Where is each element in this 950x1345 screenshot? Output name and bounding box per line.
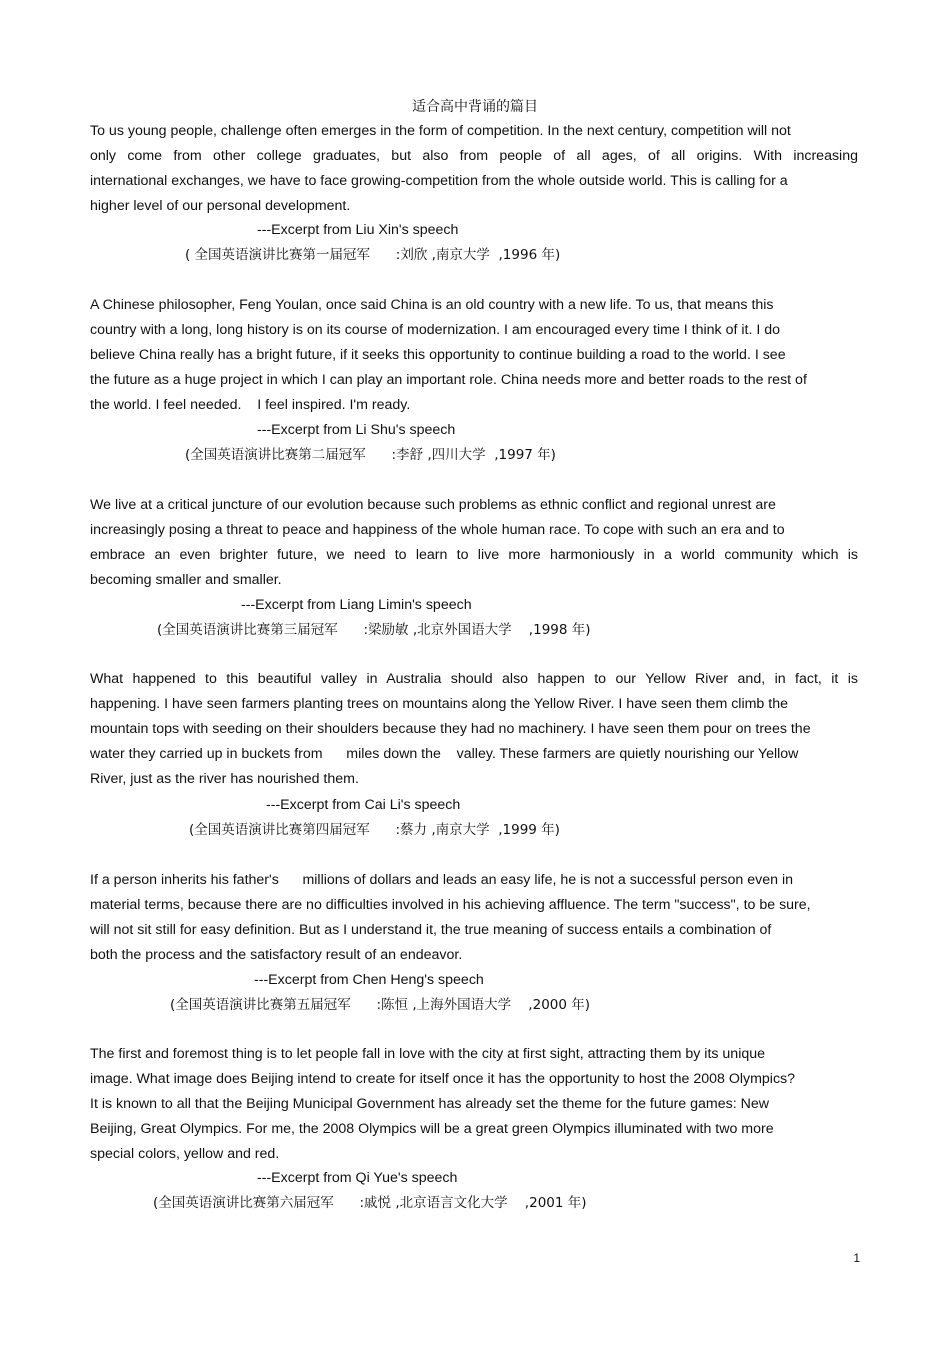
champion-note-6: (全国英语演讲比赛第六届冠军 :戚悦 ,北京语言文化大学 ,2001 年)	[153, 1195, 587, 1211]
excerpt-credit-2: ---Excerpt from Li Shu's speech	[257, 422, 456, 438]
paragraph-line: the future as a huge project in which I can play an important role. China needs more and better roads to the rest of	[90, 372, 807, 388]
paragraph-line: only come from other college graduates, but also from people of all ages, of all origins. With increasing	[90, 148, 858, 164]
speech-paragraph-4	[90, 667, 858, 792]
excerpt-credit-6: ---Excerpt from Qi Yue's speech	[257, 1170, 458, 1186]
page-title: 适合高中背诵的篇目	[412, 99, 538, 115]
paragraph-line: water they carried up in buckets from miles down the valley. These farmers are quietly nourishing our Yellow	[90, 746, 799, 762]
paragraph-line: image. What image does Beijing intend to create for itself once it has the opportunity to host the 2008 Olympics?	[90, 1071, 796, 1087]
paragraph-line: higher level of our personal development.	[90, 198, 351, 214]
page-number: 1	[853, 1251, 860, 1265]
speech-paragraph-1	[90, 119, 858, 219]
paragraph-line: The first and foremost thing is to let people fall in love with the city at first sight, attracting them by its unique	[90, 1046, 766, 1062]
champion-note-1: ( 全国英语演讲比赛第一届冠军 :刘欣 ,南京大学 ,1996 年)	[185, 247, 561, 263]
champion-note-2: (全国英语演讲比赛第二届冠军 :李舒 ,四川大学 ,1997 年)	[185, 447, 556, 463]
paragraph-line: special colors, yellow and red.	[90, 1146, 280, 1162]
paragraph-line: increasingly posing a threat to peace and happiness of the whole human race. To cope with such an era and to	[90, 522, 785, 538]
excerpt-credit-4: ---Excerpt from Cai Li's speech	[266, 797, 461, 813]
paragraph-line: It is known to all that the Beijing Municipal Government has already set the theme for the future games: New	[90, 1096, 769, 1112]
paragraph-line: the world. I feel needed. I feel inspired. I'm ready.	[90, 397, 411, 413]
paragraph-line: material terms, because there are no difficulties involved in his achieving affluence. The term "success", to be sure,	[90, 897, 811, 913]
speech-paragraph-6	[90, 1042, 858, 1167]
paragraph-line: To us young people, challenge often emerges in the form of competition. In the next century, competition will not	[90, 123, 791, 139]
paragraph-line: happening. I have seen farmers planting trees on mountains along the Yellow River. I have seen them climb the	[90, 696, 788, 712]
paragraph-line: becoming smaller and smaller.	[90, 572, 282, 588]
paragraph-line: embrace an even brighter future, we need to learn to live more harmoniously in a world community which is	[90, 547, 858, 563]
speech-paragraph-3	[90, 493, 858, 593]
champion-note-4: (全国英语演讲比赛第四届冠军 :蔡力 ,南京大学 ,1999 年)	[189, 822, 560, 838]
paragraph-line: Beijing, Great Olympics. For me, the 2008 Olympics will be a great green Olympics illuminated with two more	[90, 1121, 774, 1137]
paragraph-line: will not sit still for easy definition. But as I understand it, the true meaning of success entails a combination of	[90, 922, 772, 938]
speech-paragraph-5	[90, 868, 858, 968]
excerpt-credit-3: ---Excerpt from Liang Limin's speech	[241, 597, 472, 613]
paragraph-line: both the process and the satisfactory result of an endeavor.	[90, 947, 463, 963]
paragraph-line: What happened to this beautiful valley in Australia should also happen to our Yellow River and, in fact, it is	[90, 671, 858, 687]
paragraph-line: country with a long, long history is on its course of modernization. I am encouraged every time I think of it. I do	[90, 322, 781, 338]
excerpt-credit-5: ---Excerpt from Chen Heng's speech	[254, 972, 484, 988]
champion-note-3: (全国英语演讲比赛第三届冠军 :梁励敏 ,北京外国语大学 ,1998 年)	[157, 622, 591, 638]
paragraph-line: River, just as the river has nourished them.	[90, 771, 359, 787]
excerpt-credit-1: ---Excerpt from Liu Xin's speech	[257, 222, 459, 238]
paragraph-line: believe China really has a bright future, if it seeks this opportunity to continue building a road to the world. I see	[90, 347, 786, 363]
paragraph-line: We live at a critical juncture of our evolution because such problems as ethnic conflict and regional unrest are	[90, 497, 776, 513]
paragraph-line: international exchanges, we have to face growing-competition from the whole outside world. This is calling for a	[90, 173, 788, 189]
champion-note-5: (全国英语演讲比赛第五届冠军 :陈恒 ,上海外国语大学 ,2000 年)	[170, 997, 591, 1013]
paragraph-line: mountain tops with seeding on their shoulders because they had no machinery. I have seen them pour on trees the	[90, 721, 811, 737]
paragraph-line: If a person inherits his father's millions of dollars and leads an easy life, he is not a successful person even in	[90, 872, 793, 888]
speech-paragraph-2	[90, 293, 858, 418]
paragraph-line: A Chinese philosopher, Feng Youlan, once said China is an old country with a new life. To us, that means this	[90, 297, 774, 313]
